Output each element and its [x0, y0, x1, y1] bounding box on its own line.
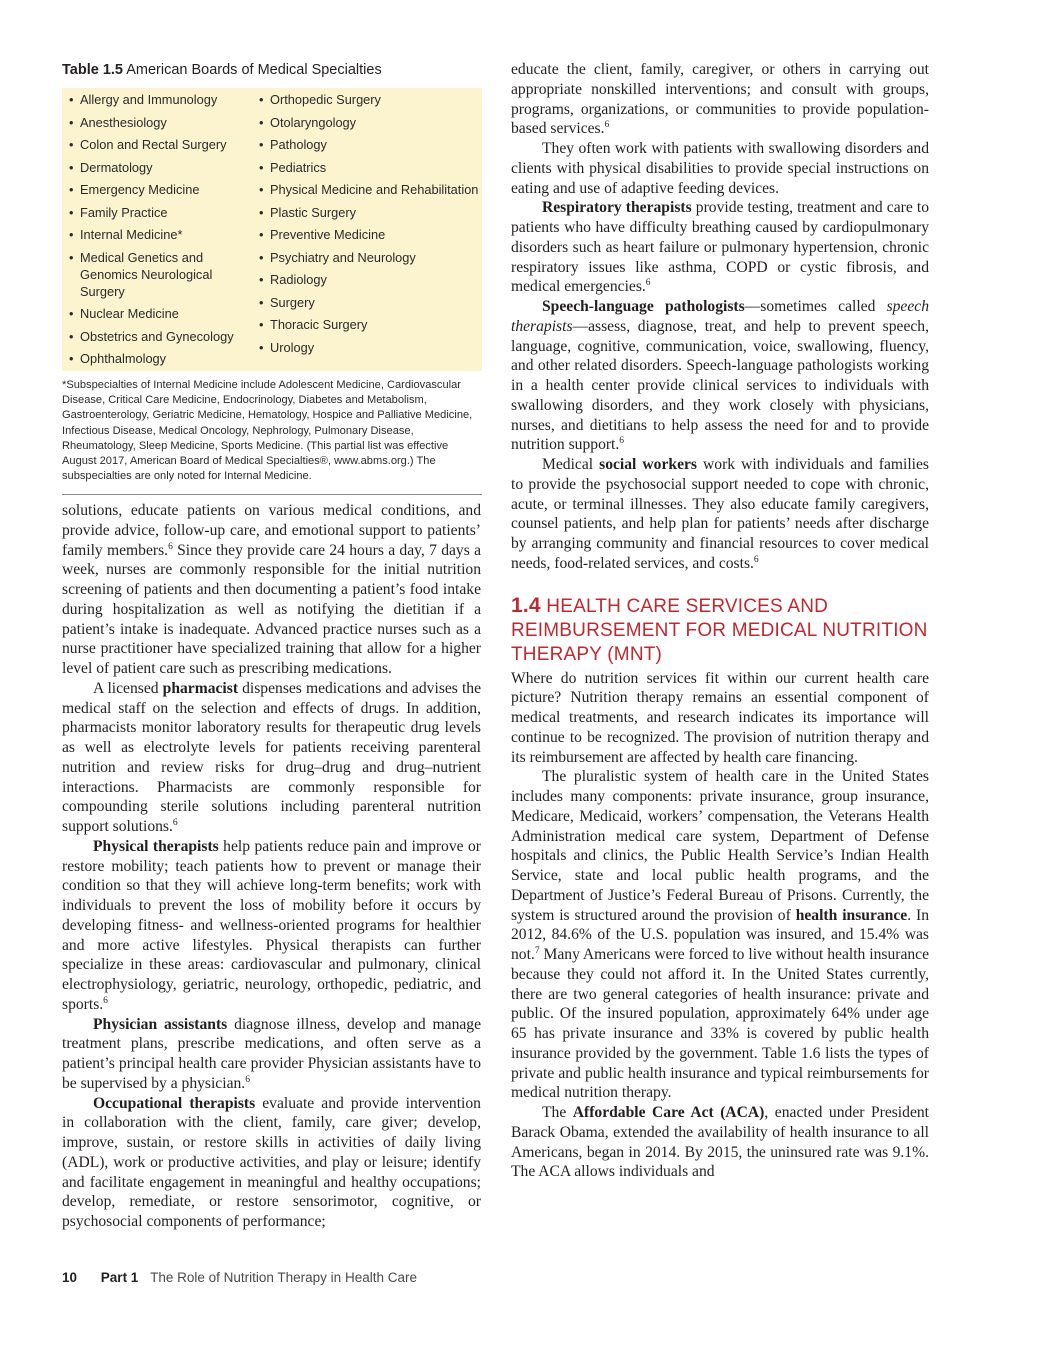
- paragraph-physical-therapists: [62, 837, 481, 1015]
- specialty-item: • Radiology: [258, 271, 480, 288]
- term-social-workers: social workers: [599, 456, 697, 473]
- section-heading: [511, 594, 929, 667]
- paragraph-pharmacist: [62, 679, 481, 837]
- text: Since they provide care 24 hours a day, 7 days a week, nurses are commonly responsible for the initial nutrition screening of patients and then documenting a patient’s food intake during hospitalization as well as notifying the dietitian if a patient’s intake is inadequate. Advanced practice nurses such as a nurse practitioner have specialized training that allow for a higher level of patient care such as prescribing medications.: [62, 541, 481, 677]
- table-caption: American Boards of Medical Specialties: [126, 62, 382, 78]
- text: solutions, educate patients on various medical conditions, and provide advice, follow-up care, and emotional support to patients’ family members.: [62, 502, 481, 559]
- text: Where do nutrition services fit within our current health care picture? Nutrition therapy remains an essential component of medical treatments, and research indicates its importance will continue to be recognized. The provision of nutrition therapy and its reimbursement are affected by health care financing.: [511, 669, 929, 766]
- specialty-item: • Emergency Medicine: [68, 181, 248, 198]
- paragraph-pluralistic-system: [511, 767, 929, 1103]
- left-column: [62, 501, 481, 1232]
- text: help patients reduce pain and improve or restore mobility; teach patients how to prevent or manage their condition so that they will achieve long-term benefits; work with individuals to prevent the loss of mobility before it occurs by developing fitness- and wellness-oriented programs for healthier and more active lifestyles. Physical therapists can further specialize in these areas: cardiovascular and pulmonary, clinical electrophysiology, geriatric, neurology, orthopedic, pediatric, and sports.: [62, 837, 482, 1013]
- text: . In 2012, 84.6% of the U.S. population was insured, and 15.4% was not.: [511, 906, 929, 963]
- term-respiratory-therapists: Respiratory therapists: [542, 199, 692, 217]
- table-title: [62, 60, 482, 80]
- paragraph-physician-assistants: [62, 1015, 481, 1094]
- text: diagnose illness, develop and manage treatment plans, prescribe medications, and often serve as a patient’s principal health care provider Physician assistants have to be supervised by a physician.: [62, 1015, 481, 1092]
- specialty-item: • Ophthalmology: [68, 350, 248, 367]
- citation: 6: [645, 278, 651, 289]
- specialty-item: • Urology: [258, 339, 480, 356]
- specialty-item: • Nuclear Medicine: [68, 305, 248, 322]
- paragraph-nurses: [62, 501, 481, 679]
- term-speech-language-pathologists: Speech-language pathologists: [542, 298, 745, 315]
- specialty-item: • Thoracic Surgery: [258, 316, 480, 333]
- text: dispenses medications and advises the medical staff on the selection and effects of drugs. In addition, pharmacists monitor laboratory results for therapeutic drug levels as well as electrolyte levels for patients receiving parenteral nutrition and review risks for drug–drug and drug–nutrient interactions. Pharmacists are commonly responsible for compounding sterile solutions including parenteral nutrition support solutions.: [62, 679, 481, 835]
- paragraph-respiratory-therapists: [511, 198, 929, 297]
- text: work with individuals and families to provide the psychosocial support needed to cope with chronic, acute, or terminal illnesses. They also educate family caregivers, counsel patients, and help plan for patients’ needs after discharge by arranging community and financial resources to cover medical needs, food-related services, and costs.: [511, 456, 930, 572]
- table-label: Table 1.5: [62, 62, 123, 78]
- text: The: [542, 1104, 573, 1121]
- term-affordable-care-act: Affordable Care Act (ACA): [572, 1104, 765, 1121]
- specialty-list-1: [68, 91, 248, 367]
- specialties-table: [62, 88, 482, 371]
- term-occupational-therapists: Occupational therapists: [93, 1094, 256, 1112]
- specialty-item: • Plastic Surgery: [258, 204, 480, 221]
- section-number: 1.4: [511, 593, 541, 617]
- section-title: HEALTH CARE SERVICES AND REIMBURSEMENT FOR MEDICAL NUTRITION THERAPY (MNT): [511, 595, 928, 665]
- specialty-item: • Colon and Rectal Surgery: [68, 136, 248, 153]
- paragraph-social-workers: [511, 455, 929, 574]
- citation: 6: [619, 436, 625, 447]
- citation: 6: [753, 554, 759, 565]
- right-column: [511, 60, 929, 1182]
- table-footnote: *Subspecialties of Internal Medicine include Adolescent Medicine, Cardiovascular Disease, Critical Care Medicine, Endocrinology, Diabetes and Metabolism, Gastroenterology, Geriatric Medicine, Hematology, Hospice and Palliative Medicine, Infectious Disease, Medical Oncology, Nephrology, Pulmonary Disease, Rheumatology, Sleep Medicine, Sports Medicine. (This partial list was effective August 2017, American Board of Medical Specialties®, www.abms.org.) The subspecialties are only noted for Internal Medicine.: [62, 379, 473, 483]
- citation: 6: [604, 120, 610, 131]
- specialty-item: • Surgery: [258, 294, 480, 311]
- paragraph-nutrition-services: [511, 669, 929, 768]
- table-divider: [62, 494, 482, 495]
- text: The pluralistic system of health care in the United States includes many components: private insurance, group insurance, Medicare, Medicaid, workers’ compensation, the Veterans Health Administration medical care system, Department of Defense hospitals and clinics, the Public Health Service’s Indian Health Service, state and local public health programs, and the Department of Justice’s Federal Bureau of Prisons. Currently, the system is structured around the provision of: [511, 768, 929, 924]
- text: —sometimes called: [744, 298, 887, 315]
- text: evaluate and provide intervention in collaboration with the client, family, care giver; develop, improve, sustain, or restore skills in activities of daily living (ADL), work or productive activities, and play or leisure; identify and facilitate engagement in meaningful and healthy occupations; develop, remediate, or restore sensorimotor, cognitive, or psychosocial components of performance;: [62, 1094, 481, 1230]
- paragraph-speech-language: [511, 297, 929, 455]
- specialty-item: • Otolaryngology: [258, 114, 480, 131]
- term-pharmacist: pharmacist: [162, 679, 239, 697]
- specialty-item: • Preventive Medicine: [258, 226, 480, 243]
- specialty-item: • Physical Medicine and Rehabilitation: [258, 181, 480, 198]
- citation: 7: [534, 946, 540, 956]
- term-physical-therapists: Physical therapists: [93, 837, 219, 855]
- text: provide testing, treatment and care to patients who have difficulty breathing caused by cardiopulmonary disorders such as heart failure or pulmonary hypertension, chronic respiratory issues like asthma, COPD or cystic fibrosis, and medical emergencies.: [511, 199, 929, 296]
- text: Medical: [542, 456, 600, 473]
- text: —assess, diagnose, treat, and help to prevent speech, language, cognitive, communication, voice, swallowing, fluency, and other related disorders. Speech-language pathologists working in a health center provide clinical services to individuals with swallowing disorders, and they work closely with physicians, nurses, and dietitians to help assess the need for and to provide nutrition support.: [511, 317, 929, 454]
- specialty-item: • Psychiatry and Neurology: [258, 249, 480, 266]
- specialty-item: • Internal Medicine*: [68, 226, 248, 243]
- specialty-item: • Pathology: [258, 136, 480, 153]
- table-column-2: [258, 91, 480, 361]
- specialty-item: • Anesthesiology: [68, 114, 248, 131]
- specialty-list-2: [258, 91, 480, 356]
- text: They often work with patients with swallowing disorders and clients with physical disabilities to provide special instructions on eating and use of adaptive feeding devices.: [511, 140, 929, 197]
- text: Many Americans were forced to live without health insurance because they could not afford it. In the United States currently, there are two general categories of health insurance: private and public. Of the insured population, approximately 64% under age 65 has private insurance and 33% is covered by public health insurance provided by the government. Table 1.6 lists the types of private and public health insurance and typical reimbursements for medical nutrition therapy.: [511, 946, 929, 1102]
- page-number: 10: [62, 1270, 78, 1285]
- term-physician-assistants: Physician assistants: [93, 1015, 228, 1033]
- text: , enacted under President Barack Obama, extended the availability of health insurance to all Americans, began in 2014. By 2015, the uninsured rate was 9.1%. The ACA allows individuals and: [511, 1104, 929, 1181]
- specialty-item: • Allergy and Immunology: [68, 91, 248, 108]
- specialty-item: • Pediatrics: [258, 159, 480, 176]
- citation: 6: [103, 995, 108, 1006]
- citation: 6: [245, 1074, 250, 1085]
- citation: 6: [172, 818, 178, 828]
- page-footer: [62, 1270, 417, 1285]
- specialty-item: • Medical Genetics and Genomics Neurological Surgery: [68, 249, 248, 300]
- text: A licensed: [93, 679, 163, 697]
- specialty-item: • Family Practice: [68, 204, 248, 221]
- paragraph-aca: [511, 1103, 929, 1182]
- paragraph-swallowing: [511, 139, 929, 198]
- citation: 6: [168, 541, 173, 552]
- part-title: The Role of Nutrition Therapy in Health Care: [150, 1270, 417, 1285]
- paragraph-occupational-therapists: [62, 1094, 481, 1232]
- text: educate the client, family, caregiver, or others in carrying out appropriate nonskilled interventions; and consult with groups, programs, organizations, or communities to provide population-based services.: [511, 61, 929, 138]
- part-label: Part 1: [100, 1270, 139, 1285]
- paragraph-occupational-cont: [511, 60, 929, 139]
- table-column-1: [68, 91, 248, 373]
- specialty-item: • Obstetrics and Gynecology: [68, 328, 248, 345]
- term-health-insurance: health insurance: [795, 906, 908, 924]
- specialty-item: • Dermatology: [68, 159, 248, 176]
- term-speech-therapists: speech therapists: [511, 298, 929, 335]
- specialty-item: • Orthopedic Surgery: [258, 91, 480, 108]
